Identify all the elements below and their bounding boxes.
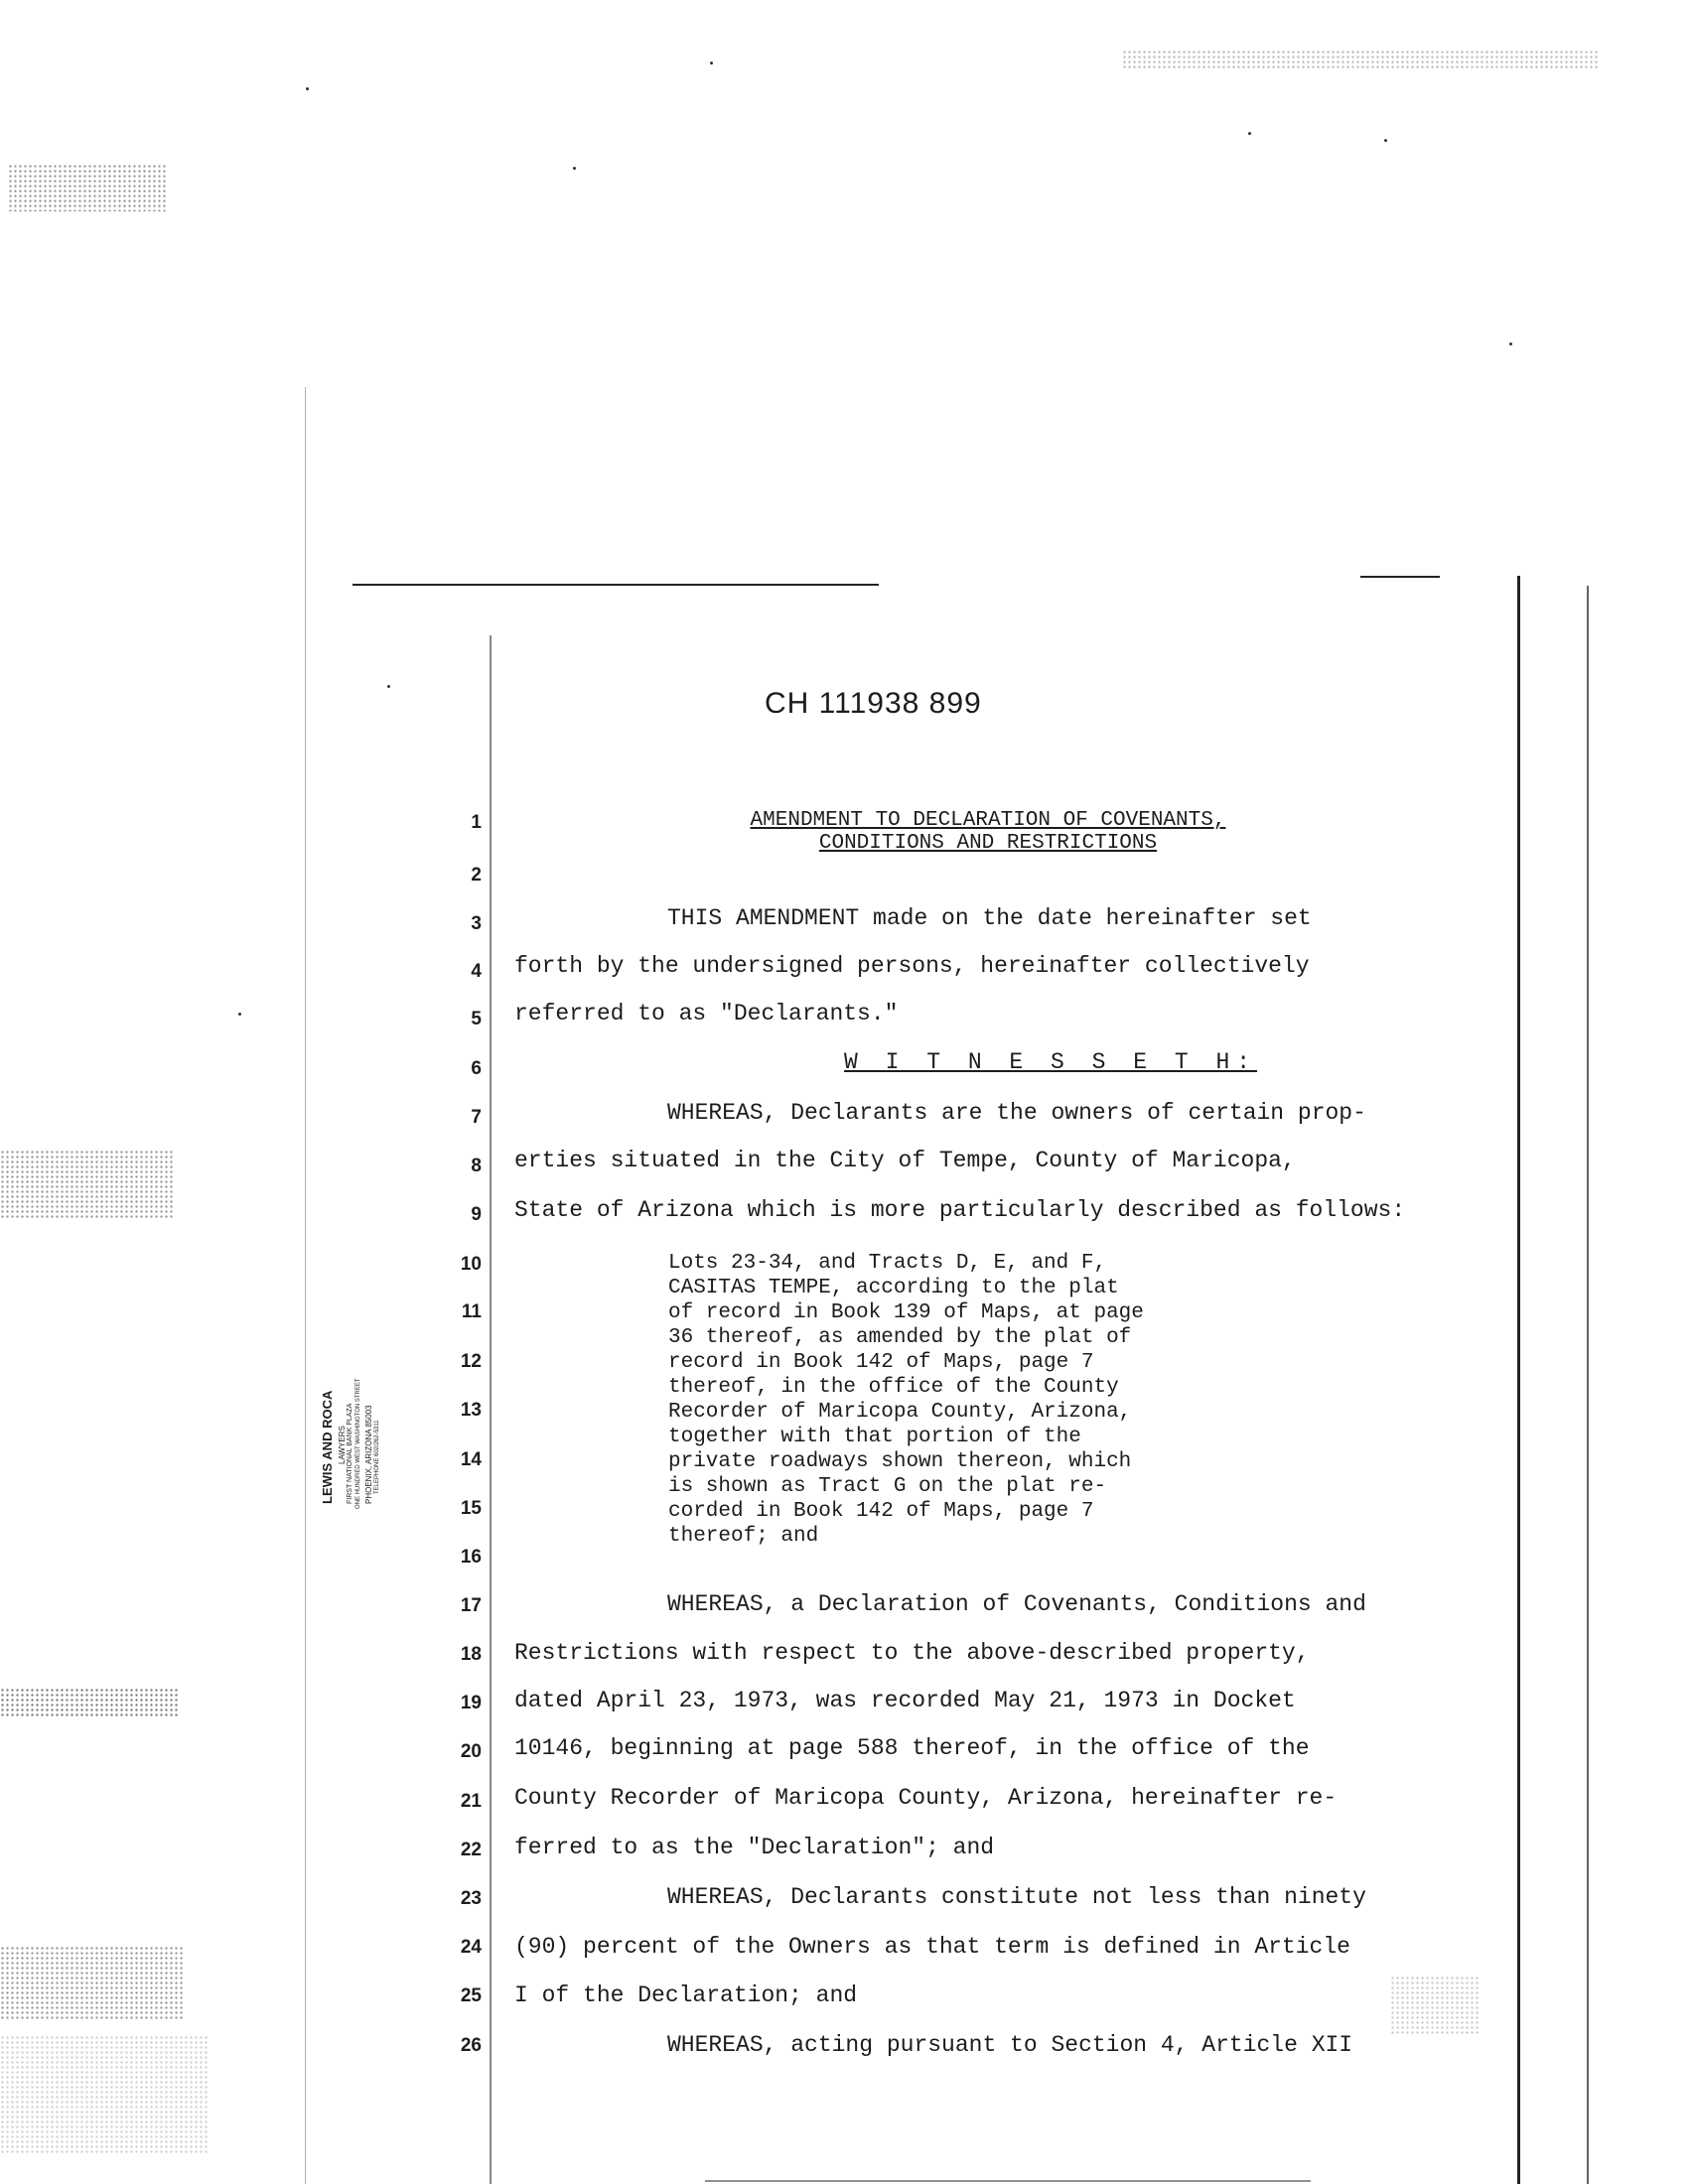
line-number: 2 <box>471 865 482 886</box>
page-top-edge <box>353 584 879 586</box>
scan-speck <box>573 167 576 170</box>
scan-speck <box>1384 139 1387 142</box>
body-line: County Recorder of Maricopa County, Arizona, hereinafter re- <box>514 1785 1338 1811</box>
scan-speck <box>238 1013 241 1016</box>
legal-description-line: 36 thereof, as amended by the plat of <box>668 1326 1132 1349</box>
margin-rule <box>490 635 492 2184</box>
scan-speck <box>1248 132 1251 135</box>
legal-description-line: thereof; and <box>668 1525 819 1548</box>
scan-noise <box>8 164 167 211</box>
legal-description-line: of record in Book 139 of Maps, at page <box>668 1301 1144 1324</box>
scan-noise <box>0 1688 179 1717</box>
line-number: 16 <box>460 1547 482 1568</box>
body-line: forth by the undersigned persons, hereinafter collectively <box>514 953 1310 979</box>
legal-description-line: private roadways shown thereon, which <box>668 1450 1132 1473</box>
line-number: 25 <box>460 1985 482 2006</box>
legal-description-line: CASITAS TEMPE, according to the plat <box>668 1277 1119 1299</box>
witnesseth-heading: W I T N E S S E T H: <box>844 1049 1258 1075</box>
scan-noise <box>0 2035 209 2154</box>
recording-number: CH 111938 899 <box>765 687 982 720</box>
body-line: WHEREAS, Declarants constitute not less than ninety <box>667 1884 1366 1910</box>
body-line: THIS AMENDMENT made on the date hereinafter set <box>667 905 1312 931</box>
line-number: 13 <box>460 1400 482 1421</box>
firm-subtitle: LAWYERS <box>338 1426 347 1464</box>
line-number: 18 <box>460 1644 482 1665</box>
page-bottom-edge <box>705 2180 1311 2182</box>
legal-description-line: is shown as Tract G on the plat re- <box>668 1475 1107 1498</box>
page-top-edge <box>1360 576 1440 578</box>
body-line: WHEREAS, Declarants are the owners of certain prop- <box>667 1100 1366 1126</box>
line-number: 22 <box>460 1840 482 1860</box>
line-number: 8 <box>471 1156 482 1176</box>
legal-description-line: corded in Book 142 of Maps, page 7 <box>668 1500 1094 1523</box>
scan-speck <box>387 685 390 688</box>
line-number: 24 <box>460 1937 482 1958</box>
line-number: 1 <box>471 812 482 833</box>
law-firm-stamp <box>320 1261 381 1519</box>
body-line: 10146, beginning at page 588 thereof, in the office of the <box>514 1735 1310 1761</box>
body-line: ferred to as the "Declaration"; and <box>514 1835 995 1860</box>
line-number: 5 <box>471 1009 482 1029</box>
body-line: (90) percent of the Owners as that term is defined in Article <box>514 1934 1350 1960</box>
line-number: 26 <box>460 2035 482 2056</box>
page-right-edge <box>1587 586 1589 2184</box>
line-number: 4 <box>471 961 482 982</box>
scan-noise <box>0 1946 184 2020</box>
line-number: 11 <box>461 1301 482 1322</box>
body-line: WHEREAS, acting pursuant to Section 4, Article XII <box>667 2032 1353 2058</box>
line-number: 20 <box>460 1741 482 1762</box>
firm-name: LEWIS AND ROCA <box>320 1390 335 1504</box>
legal-description-line: Recorder of Maricopa County, Arizona, <box>668 1401 1132 1424</box>
line-number: 3 <box>471 913 482 934</box>
scan-noise <box>1390 1976 1480 2035</box>
line-number: 9 <box>471 1204 482 1225</box>
body-line: State of Arizona which is more particularly described as follows: <box>514 1197 1406 1223</box>
body-line: WHEREAS, a Declaration of Covenants, Conditions and <box>667 1591 1366 1617</box>
scan-speck <box>710 62 713 65</box>
body-line: referred to as "Declarants." <box>514 1001 899 1026</box>
legal-description-line: together with that portion of the <box>668 1426 1081 1448</box>
line-number: 15 <box>460 1498 482 1519</box>
line-number: 19 <box>460 1693 482 1713</box>
line-number: 12 <box>460 1351 482 1372</box>
legal-description-line: record in Book 142 of Maps, page 7 <box>668 1351 1094 1374</box>
title-line-2: CONDITIONS AND RESTRICTIONS <box>818 832 1158 855</box>
scan-speck <box>306 87 309 90</box>
line-number: 17 <box>460 1595 482 1616</box>
firm-address-2: ONE HUNDRED WEST WASHINGTON STREET <box>355 1378 361 1509</box>
body-line: I of the Declaration; and <box>514 1982 858 2008</box>
title-line-1: AMENDMENT TO DECLARATION OF COVENANTS, <box>750 809 1226 832</box>
scan-noise <box>1122 50 1599 69</box>
line-number: 14 <box>460 1449 482 1470</box>
margin-rule <box>305 387 306 2184</box>
body-line: erties situated in the City of Tempe, County of Maricopa, <box>514 1148 1296 1173</box>
line-number: 6 <box>471 1058 482 1079</box>
firm-address-1: FIRST NATIONAL BANK PLAZA <box>347 1403 353 1504</box>
body-line: dated April 23, 1973, was recorded May 21, 1973 in Docket <box>514 1688 1296 1713</box>
firm-phone: TELEPHONE 602/262-5311 <box>374 1420 380 1494</box>
legal-description-line: Lots 23-34, and Tracts D, E, and F, <box>668 1252 1107 1275</box>
scan-noise <box>0 1150 174 1219</box>
line-number: 7 <box>471 1107 482 1128</box>
scan-speck <box>1509 342 1512 345</box>
legal-description-line: thereof, in the office of the County <box>668 1376 1119 1399</box>
line-number: 10 <box>460 1254 482 1275</box>
body-line: Restrictions with respect to the above-described property, <box>514 1640 1310 1666</box>
firm-city: PHOENIX, ARIZONA 85003 <box>364 1405 373 1504</box>
line-number: 21 <box>460 1791 482 1812</box>
line-number: 23 <box>460 1888 482 1909</box>
page-right-edge <box>1517 576 1520 2184</box>
